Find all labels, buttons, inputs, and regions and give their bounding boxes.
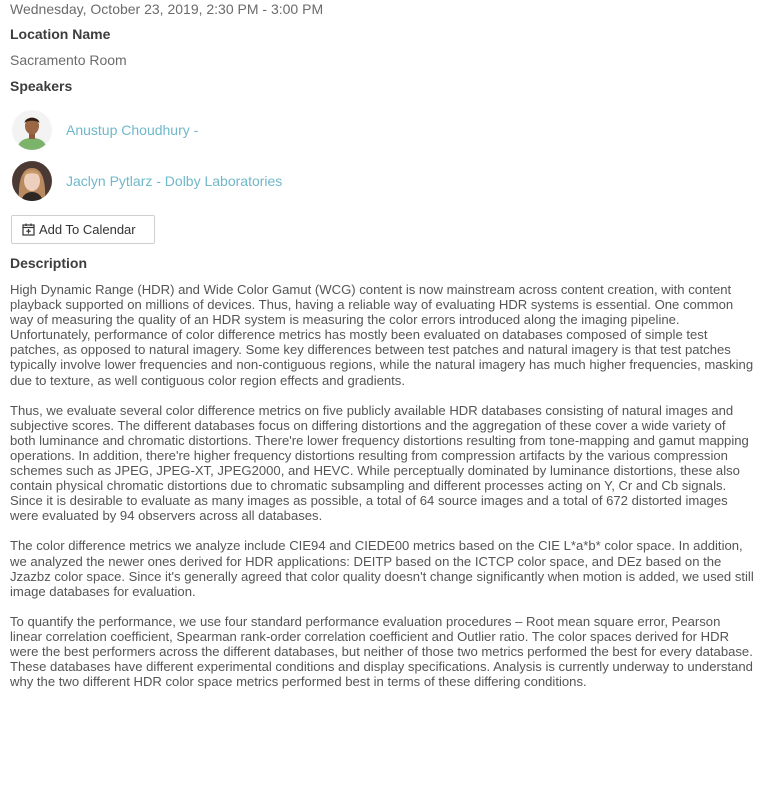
speaker-item xyxy=(12,110,198,150)
speaker-item xyxy=(12,161,282,201)
speaker-link[interactable]: Jaclyn Pytlarz - Dolby Laboratories xyxy=(66,173,283,189)
female-speaker-portrait-icon[interactable] xyxy=(12,161,52,201)
male-speaker-portrait-icon[interactable] xyxy=(12,110,52,150)
location-value: Sacramento Room xyxy=(10,52,127,68)
description-paragraph: To quantify the performance, we use four standard performance evaluation procedures – Root mean square error, Pearson linear correlation coefficient, Spearman rank-order correlation coefficient and Outlier ratio. The color spaces derived for HDR were the best performers across the different databases, but neither of those two metrics performed the best for every database. These databases have different experimental conditions and display specifications. Analysis is currently underway to understand why the two different HDR color space metrics performed best in terms of these differing conditions. xyxy=(10,613,753,690)
add-to-calendar-label: Add To Calendar xyxy=(39,222,136,237)
add-to-calendar-button[interactable] xyxy=(11,215,155,244)
description-paragraph: The color difference metrics we analyze include CIE94 and CIEDE00 metrics based on the CIE L*a*b* color space. In addition, we analyzed the newer ones derived for HDR applications: DEITP based on the ICTCP color space, and DEz based on the Jzazbz color space. Since it's generally agreed that color quality doesn't change significantly when motion is added, we used still image databases for evaluation. xyxy=(10,538,754,599)
description-paragraph: Thus, we evaluate several color difference metrics on five publicly available HDR databases consisting of natural images and subjective scores. The different databases focus on differing distortions and the aggregation of these cover a wide variety of both luminance and chromatic distortions. There're lower frequency distortions resulting from tone-mapping and gamut mapping operations. In addition, there're higher frequency distortions resulting from compression artifacts by the various compression schemes such as JPEG, JPEG-XT, JPEG2000, and HEVC. While perceptually dominated by luminance distortions, these also contain physical chromatic distortions due to chromatic subsampling and different processes acting on Y, Cr and Cb signals. Since it is desirable to evaluate as many images as possible, a total of 64 source images and a total of 672 distorted images were evaluated by 94 observers across all databases. xyxy=(10,402,749,524)
speakers-heading: Speakers xyxy=(10,78,73,94)
calendar-plus-icon xyxy=(22,223,35,236)
speaker-link[interactable]: Anustup Choudhury - xyxy=(66,122,199,138)
description-body xyxy=(10,282,754,704)
description-paragraph: High Dynamic Range (HDR) and Wide Color Gamut (WCG) content is now mainstream across content creation, with content playback supported on millions of devices. Thus, having a reliable way of evaluating HDR systems is essential. One common way of measuring the quality of an HDR system is measuring the color errors introduced along the imaging pipeline. Unfortunately, performance of color difference metrics has mostly been evaluated on databases composed of simple test patches, as opposed to natural imagery. Some key differences between test patches and natural imagery is that test patches typically involve lower frequencies and non-contiguous regions, while the natural imagery has much higher frequencies, masking due to texture, as well contiguous color region effects and gradients. xyxy=(10,282,754,388)
description-heading: Description xyxy=(10,255,88,271)
session-datetime: Wednesday, October 23, 2019, 2:30 PM - 3:00 PM xyxy=(10,1,324,17)
location-heading: Location Name xyxy=(10,26,111,42)
